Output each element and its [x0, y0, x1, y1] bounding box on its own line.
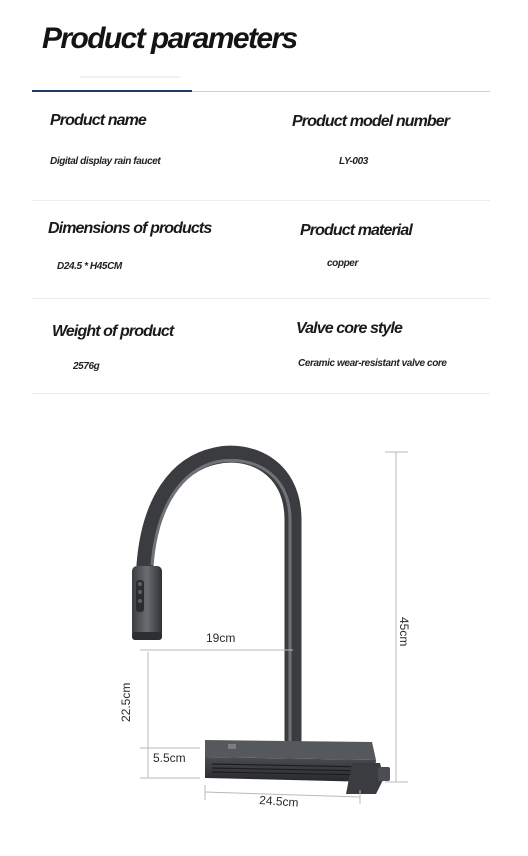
- base-length-dimension: 24.5cm: [258, 793, 300, 810]
- page-title: Product parameters: [42, 22, 297, 55]
- product-name-value: Digital display rain faucet: [50, 156, 161, 167]
- dimensions-label: Dimensions of products: [48, 220, 212, 237]
- base-top: [205, 740, 376, 760]
- material-value: copper: [327, 258, 358, 269]
- weight-label: Weight of product: [52, 323, 174, 340]
- model-number-value: LY-003: [339, 156, 368, 167]
- faucet-spout: [145, 454, 293, 748]
- valve-core-label: Valve core style: [296, 320, 402, 337]
- reach-dimension: 19cm: [206, 631, 236, 645]
- material-label: Product material: [300, 222, 412, 239]
- spout-height-dimension: 22.5cm: [119, 682, 133, 722]
- dimensions-value: D24.5 * H45CM: [57, 261, 122, 272]
- product-name-label: Product name: [50, 112, 146, 129]
- height-dimension: 45cm: [397, 617, 411, 647]
- model-number-label: Product model number: [292, 113, 450, 130]
- weight-value: 2576g: [73, 361, 100, 372]
- spout-highlight: [152, 460, 290, 748]
- valve-core-value: Ceramic wear-resistant valve core: [298, 358, 447, 369]
- base-height-dimension: 5.5cm: [153, 751, 186, 765]
